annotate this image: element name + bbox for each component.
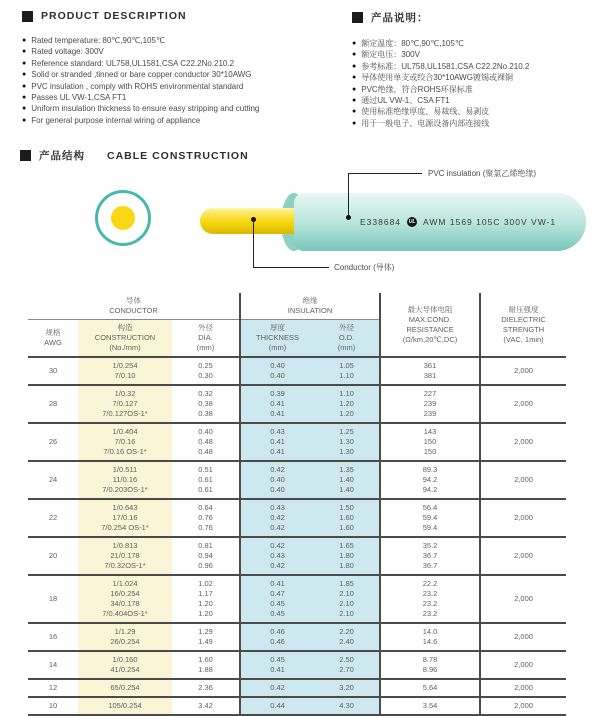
section-marker-icon <box>22 11 33 22</box>
table-row <box>28 651 566 679</box>
cell-construction: 105/0.254 <box>78 697 172 715</box>
cell-od: 1.50 1.60 1.60 <box>314 499 380 537</box>
bullet-icon: ● <box>352 108 357 116</box>
cell-resistance: 35.2 36.7 36.7 <box>380 537 480 575</box>
cell-thickness: 0.39 0.41 0.41 <box>240 385 314 423</box>
cell-thickness: 0.46 0.46 <box>240 623 314 651</box>
list-item: ● PVC绝缘，符合ROHS环保标准 <box>352 84 473 94</box>
cell-awg: 12 <box>48 683 58 692</box>
list-item: ● 额定温度：80℃,90℃,105℃ <box>352 39 464 48</box>
cell-od: 1.05 1.10 <box>314 357 380 385</box>
product-description-cn-title <box>352 10 603 25</box>
bullet-icon: ● <box>22 48 27 56</box>
list-item: ● Solid or stranded ,tinned or bare copper conductor 30*10AWG <box>22 70 252 80</box>
cell-construction: 1/1.024 16/0.254 34/0.178 7/0.404OS-1* <box>78 575 172 623</box>
cell-thickness: 0.43 0.42 0.42 <box>240 499 314 537</box>
cell-resistance: 143 150 150 <box>380 423 480 461</box>
cell-dia: 0.81 0.94 0.96 <box>198 541 213 570</box>
cell-dielectric: 2,000 <box>480 499 566 537</box>
cell-thickness: 0.42 0.40 0.40 <box>240 461 314 499</box>
section-title-text: PRODUCT DESCRIPTION <box>41 10 187 22</box>
spec-table <box>28 293 566 716</box>
bullet-icon: ● <box>22 59 27 67</box>
product-description-cn-list <box>352 38 603 129</box>
cell-dielectric: 2,000 <box>480 357 566 385</box>
list-item: ● 导体使用单支或绞合30*10AWG镀锡或裸铜 <box>352 73 513 83</box>
bullet-icon: ● <box>22 105 27 113</box>
table-row <box>28 461 566 499</box>
conductor-leader-line <box>253 219 254 267</box>
cell-od: 1.35 1.40 1.40 <box>314 461 380 499</box>
cell-thickness: 0.40 0.40 <box>240 357 314 385</box>
cell-awg: 20 <box>48 551 58 560</box>
list-item: ● 额定电压：300V <box>352 50 420 60</box>
cell-resistance: 3.54 <box>380 697 480 715</box>
spec-table-body <box>28 357 566 715</box>
list-item: ● Rated voltage: 300V <box>22 47 104 57</box>
cell-dielectric: 2,000 <box>480 423 566 461</box>
cell-resistance: 227 239 239 <box>380 385 480 423</box>
section-title-cn: 产品结构 <box>39 150 85 162</box>
cable-diagram <box>0 160 603 290</box>
cable-cross-section <box>95 190 151 246</box>
column-header-dia: 外径 DIA. (mm) <box>196 323 215 352</box>
cell-awg: 28 <box>48 399 58 408</box>
table-row <box>28 499 566 537</box>
list-item: ● For general purpose internal wiring of appliance <box>22 115 201 125</box>
section-marker-icon <box>352 12 363 23</box>
table-row <box>28 575 566 623</box>
cell-dia: 0.32 0.38 0.38 <box>198 389 213 418</box>
cell-awg: 14 <box>48 660 58 669</box>
cell-construction: 1/0.511 11/0.16 7/0.203OS-1* <box>78 461 172 499</box>
cell-od: 1.65 1.80 1.80 <box>314 537 380 575</box>
cell-resistance: 89.3 94.2 94.2 <box>380 461 480 499</box>
cell-thickness: 0.43 0.41 0.41 <box>240 423 314 461</box>
cell-dia: 1.29 1.49 <box>198 627 213 646</box>
bullet-icon: ● <box>22 71 27 79</box>
cell-resistance: 14.0 14.6 <box>380 623 480 651</box>
cell-dielectric: 2,000 <box>480 575 566 623</box>
column-header-thickness: 厚度 THICKNESS (mm) <box>240 320 314 358</box>
table-row <box>28 537 566 575</box>
list-item: ● 使用标准绝缘厚度、易裁线、易剥皮 <box>352 107 490 117</box>
cell-od: 2.50 2.70 <box>314 651 380 679</box>
cell-awg: 24 <box>48 475 58 484</box>
cell-dia: 0.64 0.76 0.76 <box>198 503 213 532</box>
product-description-list <box>22 35 352 126</box>
cell-dia: 0.40 0.48 0.48 <box>198 427 213 456</box>
cell-dielectric: 2,000 <box>480 461 566 499</box>
bullet-icon: ● <box>22 116 27 124</box>
cell-construction: 1/0.643 17/0.16 7/0.254 OS-1* <box>78 499 172 537</box>
list-item: ● Rated temperature: 80℃,90℃,105℃ <box>22 36 165 45</box>
table-row <box>28 679 566 697</box>
bullet-icon: ● <box>22 37 27 44</box>
cell-awg: 22 <box>48 513 58 522</box>
list-item: ● Uniform insulation thickness to ensure easy stripping and cutting <box>22 104 260 114</box>
cell-resistance: 22.2 23.2 23.2 23.2 <box>380 575 480 623</box>
bullet-icon: ● <box>352 97 357 105</box>
conductor-core-icon <box>111 206 135 230</box>
list-item: ● Passes UL VW-1,CSA FT1 <box>22 93 127 103</box>
cell-dielectric: 2,000 <box>480 537 566 575</box>
cell-dia: 0.25 0.30 <box>198 361 213 380</box>
section-title-en: CABLE CONSTRUCTION <box>107 149 249 162</box>
conductor-leader-line <box>253 267 329 268</box>
cell-awg: 26 <box>48 437 58 446</box>
table-row <box>28 697 566 715</box>
cell-resistance: 5.64 <box>380 679 480 697</box>
table-row <box>28 385 566 423</box>
cell-construction: 1/0.813 21/0.178 7/0.32OS-1* <box>78 537 172 575</box>
bullet-icon: ● <box>352 119 357 127</box>
cell-dia: 1.60 1.88 <box>198 655 213 674</box>
cert-number: E338684 <box>360 217 402 227</box>
cell-dielectric: 2,000 <box>480 679 566 697</box>
cell-thickness: 0.41 0.47 0.45 0.45 <box>240 575 314 623</box>
cell-od: 1.85 2.10 2.10 2.10 <box>314 575 380 623</box>
list-item: ● PVC insulation , comply with ROHS environmental standard <box>22 81 244 91</box>
cell-thickness: 0.42 0.43 0.42 <box>240 537 314 575</box>
cell-awg: 16 <box>48 632 58 641</box>
cell-thickness: 0.42 <box>240 679 314 697</box>
cell-od: 1.10 1.20 1.20 <box>314 385 380 423</box>
group-header-conductor: 导体 CONDUCTOR <box>28 293 240 320</box>
cell-construction: 1/0.254 7/0.10 <box>78 357 172 385</box>
product-description-cn-section <box>352 10 603 129</box>
bullet-icon: ● <box>352 62 357 70</box>
cell-dia: 3.42 <box>198 701 213 710</box>
table-row <box>28 623 566 651</box>
cell-thickness: 0.44 <box>240 697 314 715</box>
cell-dielectric: 2,000 <box>480 697 566 715</box>
cable-marking <box>360 217 556 227</box>
bullet-icon: ● <box>352 40 357 47</box>
cell-dia: 1.02 1.17 1.20 1.20 <box>198 579 213 618</box>
cell-construction: 1/0.160 41/0.254 <box>78 651 172 679</box>
insulation-label: PVC insulation (聚氯乙烯绝缘) <box>428 169 537 178</box>
bullet-icon: ● <box>352 85 357 93</box>
list-item: ● 用于一般电子、电源设备内部连接线 <box>352 118 490 128</box>
group-header-insulation: 绝缘 INSULATION <box>240 293 380 320</box>
table-row <box>28 357 566 385</box>
list-item: ● 通过UL VW-1、CSA FT1 <box>352 96 450 106</box>
product-description-title <box>22 10 352 22</box>
cell-dielectric: 2,000 <box>480 623 566 651</box>
insulation-leader-line <box>348 173 422 174</box>
cell-resistance: 8.78 8.96 <box>380 651 480 679</box>
column-header-construction: 构造 CONSTRUCTION (No./mm) <box>78 320 172 358</box>
column-header-dielectric: 耐压强度 DIELECTRIC STRENGTH (VAC, 1min) <box>480 293 566 357</box>
conductor-label: Conductor (导体) <box>334 263 395 272</box>
cell-awg: 30 <box>48 366 58 375</box>
cell-od: 1.25 1.30 1.30 <box>314 423 380 461</box>
list-item: ● 参考标准：UL758,UL1581,CSA C22.2No.210.2 <box>352 61 530 71</box>
leader-dot-icon <box>346 215 351 220</box>
cell-construction: 1/1.29 26/0.254 <box>78 623 172 651</box>
bullet-icon: ● <box>22 82 27 90</box>
cell-construction: 1/0.32 7/0.127 7/0.127OS-1* <box>78 385 172 423</box>
cell-od: 2.20 2.40 <box>314 623 380 651</box>
insulation-cylinder <box>294 193 586 251</box>
cell-dielectric: 2,000 <box>480 385 566 423</box>
cell-dia: 2.36 <box>198 683 213 692</box>
cell-construction: 1/0.404 7/0.16 7/0.16 OS-1* <box>78 423 172 461</box>
list-item: ● Reference standard: UL758,UL1581,CSA C22.2No.210.2 <box>22 58 235 68</box>
cell-od: 3.20 <box>314 679 380 697</box>
bullet-icon: ● <box>352 74 357 82</box>
cell-awg: 18 <box>48 594 58 603</box>
cell-dielectric: 2,000 <box>480 651 566 679</box>
insulation-leader-line <box>348 173 349 218</box>
bullet-icon: ● <box>352 51 357 59</box>
cell-resistance: 361 381 <box>380 357 480 385</box>
cell-construction: 65/0.254 <box>78 679 172 697</box>
cell-dia: 0.51 0.61 0.61 <box>198 465 213 494</box>
marking-text: AWM 1569 105C 300V VW-1 <box>423 217 557 227</box>
column-header-resistance: 最大导体电阻 MAX.COND. RESISTANCE (Ω/km,20℃,DC) <box>380 293 480 357</box>
cell-thickness: 0.45 0.41 <box>240 651 314 679</box>
ul-logo-icon: UL <box>408 219 416 225</box>
bullet-icon: ● <box>22 94 27 102</box>
table-row <box>28 423 566 461</box>
cell-resistance: 56.4 59.4 59.4 <box>380 499 480 537</box>
cell-od: 4.30 <box>314 697 380 715</box>
spec-table-header <box>28 293 566 357</box>
column-header-od: 外径 O.D. (mm) <box>314 320 380 358</box>
cell-awg: 10 <box>48 701 58 710</box>
product-description-section <box>22 10 352 126</box>
column-header-awg: 规格 AWG <box>44 328 62 347</box>
section-title-text: 产品说明： <box>371 12 429 24</box>
